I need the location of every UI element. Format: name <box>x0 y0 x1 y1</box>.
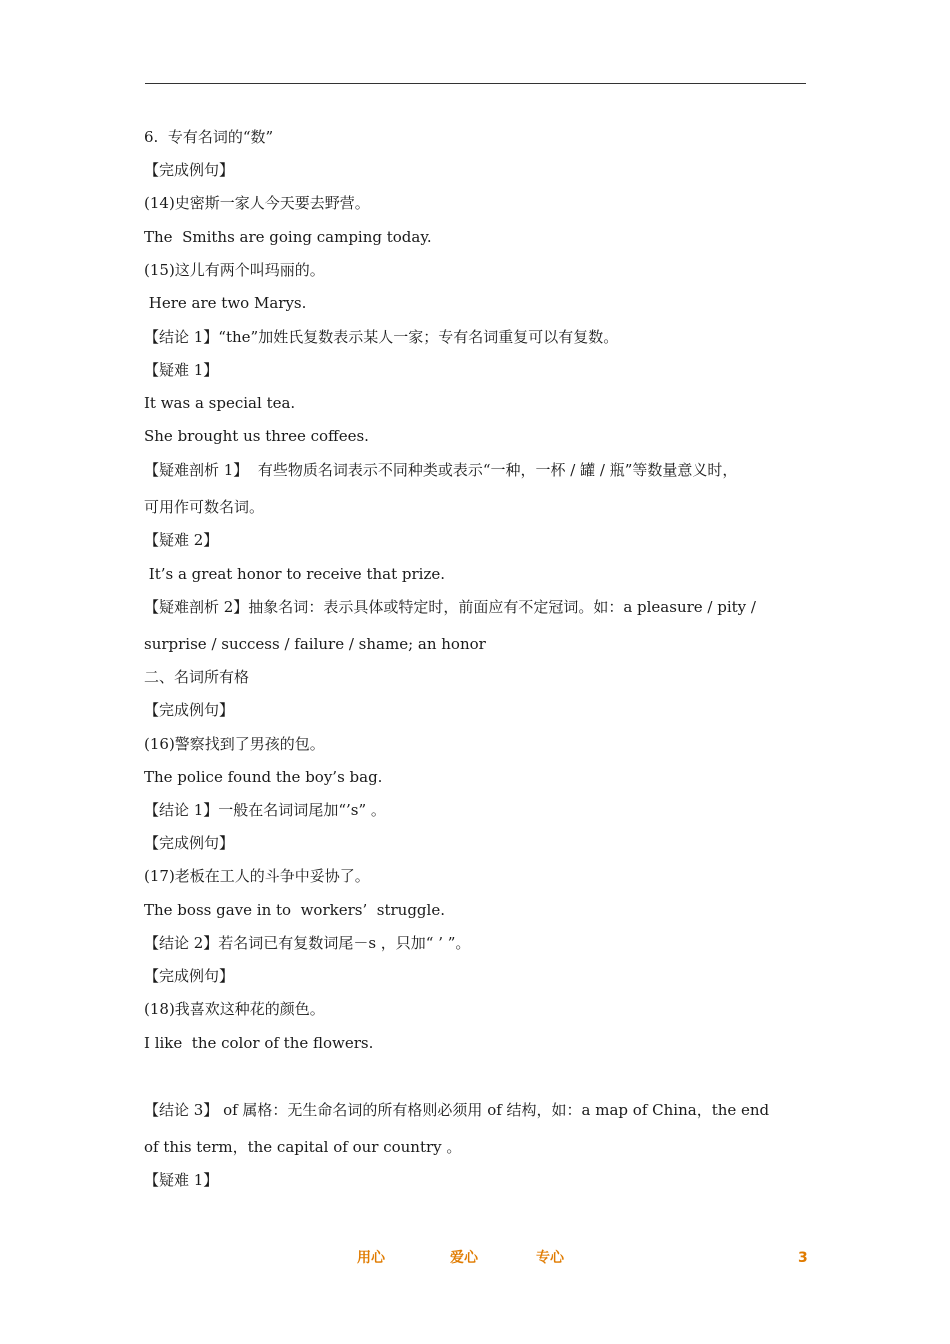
text-line: 【结论 2】若名词已有复数词尾－s ，只加“ ’ ”。 <box>144 934 471 952</box>
text-line: 【完成例句】 <box>144 834 235 852</box>
text-line: (15)这儿有两个叫玛丽的。 <box>144 261 325 279</box>
text-line: She brought us three coffees. <box>144 427 369 445</box>
text-line: (16)警察找到了男孩的包。 <box>144 735 325 753</box>
text-line: (14)史密斯一家人今天要去野营。 <box>144 194 370 212</box>
text-line: (17)老板在工人的斗争中妥协了。 <box>144 867 370 885</box>
text-line: The police found the boy’s bag. <box>144 768 383 786</box>
text-line: It’s a great honor to receive that prize. <box>144 565 445 583</box>
header-rule <box>145 83 806 84</box>
footer-motto-3: 专心 <box>536 1250 564 1266</box>
text-line: 【完成例句】 <box>144 967 235 985</box>
text-line: The boss gave in to workers’ struggle. <box>144 901 445 919</box>
text-line: surprise / success / failure / shame; an honor <box>144 635 486 653</box>
footer-motto-1: 用心 <box>357 1250 385 1266</box>
footer-motto-2: 爱心 <box>450 1250 478 1266</box>
text-line: The Smiths are going camping today. <box>144 228 432 246</box>
text-line: 【完成例句】 <box>144 161 235 179</box>
text-line: (18)我喜欢这种花的颜色。 <box>144 1000 325 1018</box>
text-line: 6. 专有名词的“数” <box>144 128 274 146</box>
text-line: 【结论 1】“the”加姓氏复数表示某人一家；专有名词重复可以有复数。 <box>144 328 619 346</box>
text-line: 【疑难剖析 2】抽象名词：表示具体或特定时，前面应有不定冠词。如：a pleasure / pity / <box>144 598 756 616</box>
text-line: 【疑难 2】 <box>144 531 219 549</box>
text-line: It was a special tea. <box>144 394 296 412</box>
text-line: 【疑难 1】 <box>144 1171 219 1189</box>
text-line: of this term，the capital of our country 。 <box>144 1138 462 1156</box>
text-line: 【完成例句】 <box>144 701 235 719</box>
text-line: 【疑难 1】 <box>144 361 219 379</box>
text-line: 【疑难剖析 1】 有些物质名词表示不同种类或表示“一种，一杯 / 罐 / 瓶”等数量意义时， <box>144 461 738 479</box>
text-line: I like the color of the flowers. <box>144 1034 374 1052</box>
text-line: 【结论 3】 of 属格：无生命名词的所有格则必须用 of 结构，如：a map of China，the end <box>144 1101 770 1119</box>
text-line: 【结论 1】一般在名词词尾加“’s” 。 <box>144 801 386 819</box>
text-line: 二、名词所有格 <box>144 668 250 686</box>
page-number: 3 <box>798 1250 808 1266</box>
text-line: Here are two Marys. <box>144 294 307 312</box>
text-line: 可用作可数名词。 <box>144 498 265 516</box>
